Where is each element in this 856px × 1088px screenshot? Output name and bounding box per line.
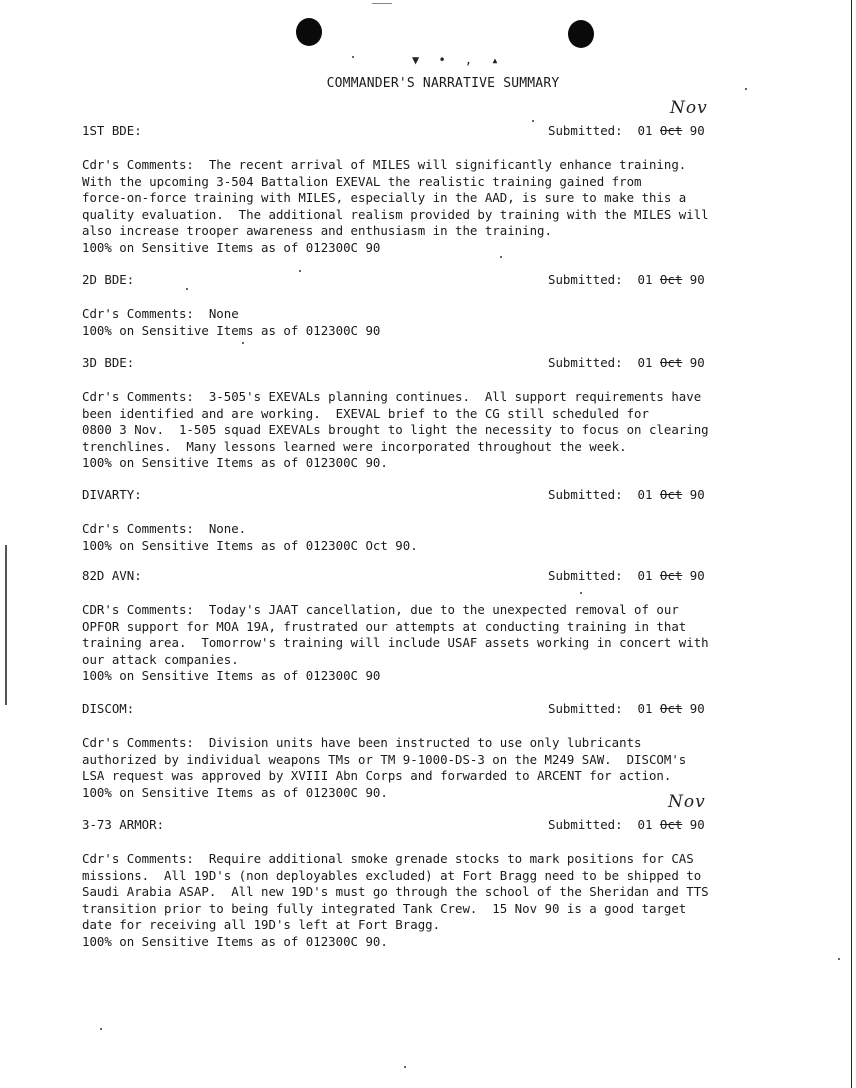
speck	[580, 592, 582, 594]
comment-line: 0800 3 Nov. 1-505 squad EXEVALs brought to light the necessity to focus on clearing	[82, 422, 709, 438]
submitted-year: 90	[689, 487, 705, 502]
submitted-day: 01	[637, 272, 653, 287]
comment-line: 100% on Sensitive Items as of 012300C 90.	[82, 455, 388, 471]
comment-line: Cdr's Comments: 3-505's EXEVALs planning continues. All support requirements have	[82, 389, 702, 404]
submitted-month-struck: Oct	[659, 817, 683, 832]
submitted-label: Submitted:	[548, 272, 623, 287]
comment-line: quality evaluation. The additional realism provided by training with the MILES will	[82, 206, 709, 222]
commander-comments	[82, 521, 822, 554]
submitted-date	[548, 568, 705, 585]
comment-line: 100% on Sensitive Items as of 012300C Oct 90.	[82, 537, 418, 553]
speck	[404, 1066, 406, 1068]
speck	[100, 1028, 102, 1030]
commander-comments	[82, 602, 822, 685]
unit-section	[82, 355, 822, 472]
unit-section	[82, 123, 822, 257]
section-header	[82, 355, 822, 372]
unit-name: 3-73 ARMOR:	[82, 817, 165, 832]
submitted-day: 01	[637, 123, 653, 138]
comment-line: 100% on Sensitive Items as of 012300C 90	[82, 239, 381, 255]
comment-line: 100% on Sensitive Items as of 012300C 90.	[82, 784, 388, 800]
submitted-label: Submitted:	[548, 568, 623, 583]
submitted-day: 01	[637, 487, 653, 502]
submitted-day: 01	[637, 355, 653, 370]
submitted-day: 01	[637, 817, 653, 832]
margin-mark	[5, 545, 7, 705]
comment-line: 100% on Sensitive Items as of 012300C 90	[82, 322, 381, 338]
commander-comments	[82, 735, 822, 801]
speck	[299, 270, 301, 272]
comment-line: our attack companies.	[82, 651, 239, 667]
comment-line: OPFOR support for MOA 19A, frustrated our attempts at conducting training in that	[82, 618, 687, 634]
comment-line: missions. All 19D's (non deployables excluded) at Fort Bragg need to be shipped to	[82, 867, 702, 883]
comment-line: training area. Tomorrow's training will include USAF assets working in concert with	[82, 635, 709, 651]
submitted-date	[548, 701, 705, 718]
section-header	[82, 817, 822, 834]
unit-section	[82, 568, 822, 685]
submitted-month-struck: Oct	[659, 123, 683, 138]
commander-comments	[82, 851, 822, 951]
submitted-year: 90	[689, 817, 705, 832]
submitted-year: 90	[689, 272, 705, 287]
submitted-year: 90	[689, 355, 705, 370]
comment-line: authorized by individual weapons TMs or TM 9-1000-DS-3 on the M249 SAW. DISCOM's	[82, 751, 687, 767]
speck	[352, 56, 354, 58]
submitted-month-struck: Oct	[659, 272, 683, 287]
page-title: COMMANDER'S NARRATIVE SUMMARY	[326, 76, 560, 91]
speck	[838, 958, 840, 960]
speck	[242, 342, 244, 344]
page-edge	[851, 0, 856, 1088]
comment-line: Cdr's Comments: The recent arrival of MILES will significantly enhance training.	[82, 157, 687, 172]
commander-comments	[82, 157, 822, 257]
submitted-month-struck: Oct	[659, 701, 683, 716]
section-header	[82, 123, 822, 140]
commander-comments	[82, 389, 822, 472]
comment-line: date for receiving all 19D's left at Fort Bragg.	[82, 917, 441, 933]
handwritten-correction: Nov	[670, 98, 708, 118]
submitted-month-struck: Oct	[659, 487, 683, 502]
submitted-date	[548, 123, 705, 140]
comment-line: 100% on Sensitive Items as of 012300C 90.	[82, 933, 388, 949]
submitted-label: Submitted:	[548, 487, 623, 502]
header-marks: ▼ • , ▴	[412, 53, 505, 67]
unit-name: DISCOM:	[82, 701, 135, 716]
punch-hole-right	[568, 20, 594, 48]
section-header	[82, 568, 822, 585]
unit-name: 82D AVN:	[82, 568, 142, 583]
comment-line: force-on-force training with MILES, especially in the AAD, is sure to make this a	[82, 190, 687, 206]
comment-line: transition prior to being fully integrated Tank Crew. 15 Nov 90 is a good target	[82, 900, 687, 916]
comment-line: LSA request was approved by XVIII Abn Corps and forwarded to ARCENT for action.	[82, 768, 672, 784]
comment-line: Cdr's Comments: None.	[82, 521, 247, 536]
comment-line: CDR's Comments: Today's JAAT cancellation, due to the unexpected removal of our	[82, 602, 679, 617]
speck	[500, 256, 502, 258]
commander-comments	[82, 306, 822, 339]
submitted-label: Submitted:	[548, 817, 623, 832]
unit-section	[82, 487, 822, 554]
submitted-label: Submitted:	[548, 701, 623, 716]
comment-line: been identified and are working. EXEVAL brief to the CG still scheduled for	[82, 405, 649, 421]
comment-line: With the upcoming 3-504 Battalion EXEVAL the realistic training gained from	[82, 173, 642, 189]
submitted-day: 01	[637, 568, 653, 583]
section-header	[82, 272, 822, 289]
submitted-date	[548, 355, 705, 372]
scan-mark	[372, 3, 392, 4]
speck	[745, 88, 747, 90]
unit-name: 3D BDE:	[82, 355, 135, 370]
submitted-date	[548, 272, 705, 289]
submitted-year: 90	[689, 123, 705, 138]
handwritten-correction: Nov	[668, 792, 706, 812]
speck	[532, 120, 534, 122]
unit-name: 1ST BDE:	[82, 123, 142, 138]
comment-line: 100% on Sensitive Items as of 012300C 90	[82, 668, 381, 684]
comment-line: Cdr's Comments: Division units have been instructed to use only lubricants	[82, 735, 642, 750]
unit-name: 2D BDE:	[82, 272, 135, 287]
unit-section	[82, 272, 822, 339]
submitted-day: 01	[637, 701, 653, 716]
submitted-date	[548, 487, 705, 504]
punch-hole-left	[296, 18, 322, 46]
speck	[186, 288, 188, 290]
comment-line: trenchlines. Many lessons learned were incorporated throughout the week.	[82, 438, 627, 454]
submitted-date	[548, 817, 705, 834]
comment-line: Cdr's Comments: None	[82, 306, 239, 321]
submitted-label: Submitted:	[548, 355, 623, 370]
unit-section	[82, 817, 822, 951]
submitted-label: Submitted:	[548, 123, 623, 138]
submitted-month-struck: Oct	[659, 568, 683, 583]
comment-line: also increase trooper awareness and enthusiasm in the training.	[82, 223, 552, 239]
comment-line: Saudi Arabia ASAP. All new 19D's must go through the school of the Sheridan and TTS	[82, 884, 709, 900]
submitted-year: 90	[689, 568, 705, 583]
unit-name: DIVARTY:	[82, 487, 142, 502]
submitted-month-struck: Oct	[659, 355, 683, 370]
unit-section	[82, 701, 822, 801]
section-header	[82, 701, 822, 718]
submitted-year: 90	[689, 701, 705, 716]
section-header	[82, 487, 822, 504]
comment-line: Cdr's Comments: Require additional smoke grenade stocks to mark positions for CAS	[82, 851, 694, 866]
